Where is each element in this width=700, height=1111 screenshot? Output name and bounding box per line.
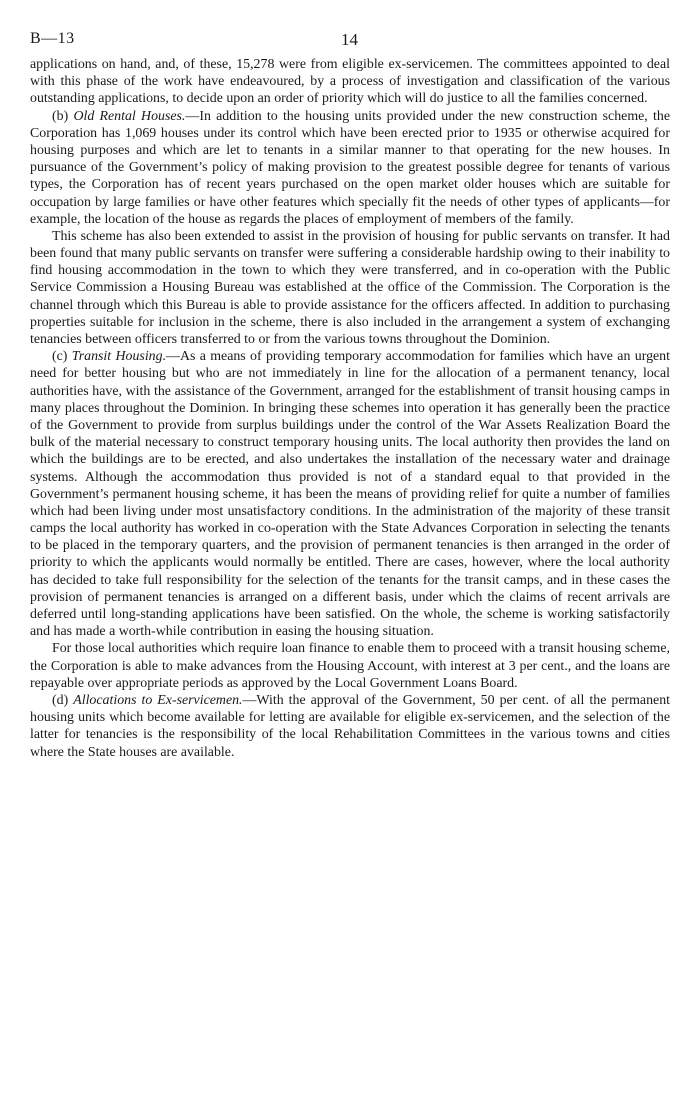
section-heading: Transit Housing. bbox=[71, 349, 167, 365]
page-number: 14 bbox=[341, 30, 358, 49]
document-reference: B—13 bbox=[30, 30, 75, 47]
running-header bbox=[30, 30, 670, 56]
paragraph-public-servants bbox=[30, 228, 670, 348]
section-heading: Old Rental Houses. bbox=[73, 108, 186, 124]
paragraph-transit-housing bbox=[30, 348, 670, 640]
section-marker: (b) bbox=[52, 108, 69, 124]
paragraph-text: This scheme has also been extended to assist in the provision of housing for public servants on transfer. It had been found that many public servants on transfer were suffering a considerable hardship owing to their inability to find housing accommodation in the town to which they were transferred, and in co-operation with the Public Service Commission a Housing Bureau was established at the office of the Commission. The Corporation is the channel through which this Bureau is able to provide assistance for the officers affected. In addition to purchasing properties suitable for inclusion in the scheme, there is also included in the arrangement a system of exchanging tenancies between officers transferred to or from the various towns throughout the Dominion. bbox=[30, 228, 670, 347]
paragraph-loan-finance bbox=[30, 640, 670, 692]
paragraph-text: For those local authorities which require loan finance to enable them to proceed with a transit housing scheme, the Corporation is able to make advances from the Housing Account, with interest at 3 per cent., and the loans are repayable over appropriate periods as approved by the Local Government Loans Board. bbox=[30, 641, 670, 691]
document-page bbox=[30, 30, 670, 761]
paragraph-text: —With the approval of the Government, 50 per cent. of all the permanent housing units which become available for letting are available for eligible ex-servicemen, and the selection of the latter for tenancies is the responsibility of the local Rehabilitation Committees in the various towns and cities where the State houses are available. bbox=[30, 692, 670, 760]
section-marker: (c) bbox=[52, 349, 68, 365]
body-text bbox=[30, 56, 670, 761]
paragraph-ex-servicemen bbox=[30, 692, 670, 761]
paragraph-text: applications on hand, and, of these, 15,278 were from eligible ex-servicemen. The committees appointed to deal with this phase of the work have endeavoured, by a process of investigation and classification of the various outstanding applications, to decide upon an order of priority which will do justice to all the families concerned. bbox=[30, 57, 670, 107]
paragraph-text: —As a means of providing temporary accommodation for families which have an urgent need for better housing but who are not immediately in line for the allocation of a permanent tenancy, local authorities have, with the assistance of the Government, arranged for the establishment of transit housing camps in many places throughout the Dominion. In bringing these schemes into operation it has generally been the practice of the Government to provide from surplus buildings under the control of the War Assets Realization Board the bulk of the material necessary to construct temporary housing units. The local authority then provides the land on which the buildings are to be erected, and also undertakes the installation of the necessary water and drainage systems. Although the accommodation thus provided is not of a standard equal to that provided in the Government’s permanent housing scheme, it has been the means of providing relief for quite a number of families which had been living under most unsatisfactory conditions. In the administration of the majority of these transit camps the local authority has worked in co-operation with the State Advances Corporation in selecting the tenants to be placed in the temporary quarters, and the provision of permanent tenancies is then arranged in the order of priority to which the applicants would normally be entitled. There are cases, however, where the local authority has decided to take full responsibility for the selection of the tenants for the transit camps, and in these cases the provision of permanent tenancies is arranged on a different basis, under which the claims of recent arrivals are deferred until long-standing applications have been satisfied. On the whole, the scheme is working satisfactorily and has made a worth-while contribution in easing the housing situation. bbox=[30, 349, 670, 640]
section-marker: (d) bbox=[52, 692, 69, 708]
paragraph-text: —In addition to the housing units provided under the new construction scheme, the Corporation has 1,069 houses under its control which have been erected prior to 1935 or otherwise acquired for housing purposes and which are let to tenants in a similar manner to that operating for the new houses. In pursuance of the Government’s policy of making provision to the greatest possible degree for tenants of various types, the Corporation has of recent years purchased on the open market older houses which are suitable for occupation by large families or have other features which specially fit the needs of other types of applicants—for example, the location of the house as regards the places of employment of members of the family. bbox=[30, 108, 670, 227]
paragraph-old-rental-houses bbox=[30, 108, 670, 228]
paragraph-continued bbox=[30, 56, 670, 108]
section-heading: Allocations to Ex-servicemen. bbox=[73, 692, 243, 708]
